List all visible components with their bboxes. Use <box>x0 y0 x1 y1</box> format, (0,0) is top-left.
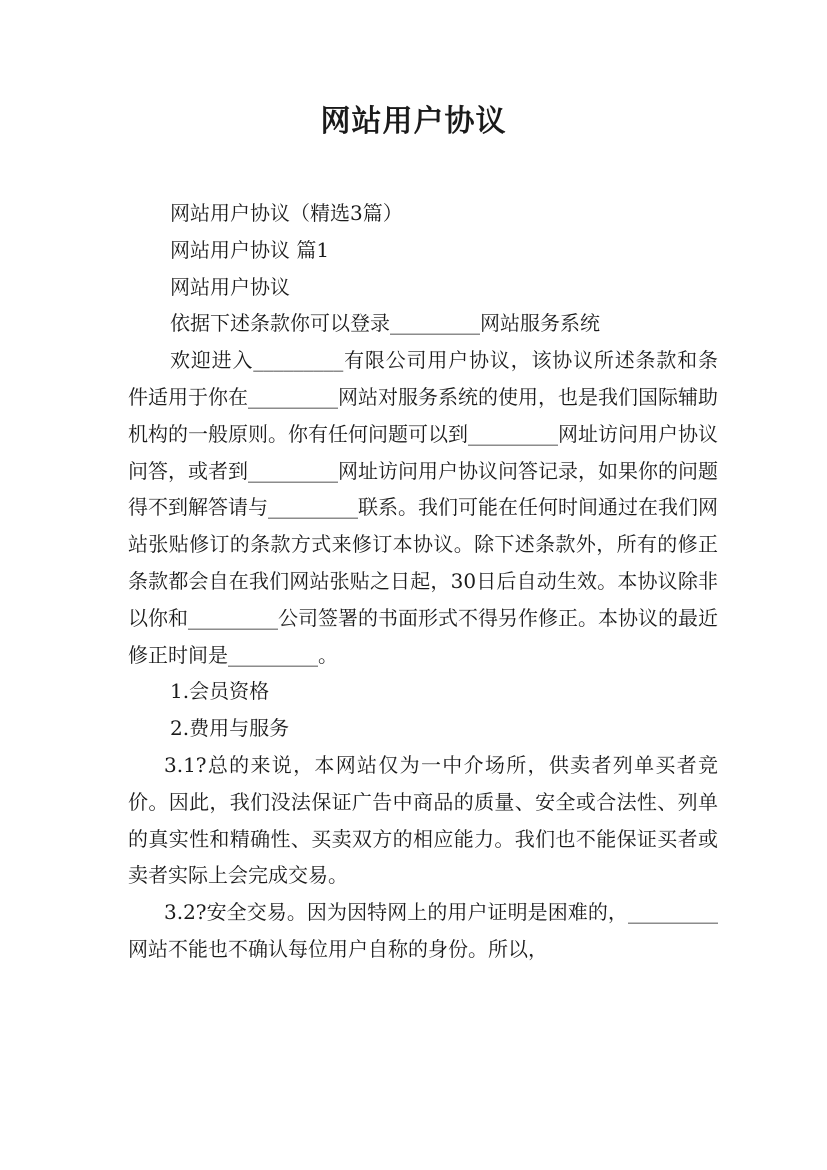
document-body <box>128 195 718 968</box>
paragraph-welcome: 欢迎进入_________有限公司用户协议，该协议所述条款和条件适用于你在_________网站对服务系统的使用，也是我们国际辅助机构的一般原则。你有任何问题可以到_________网址访问用户协议问答，或者到_________网址访问用户协议问答记录，如果你的问题得不到解答请与_________联系。我们可能在任何时间通过在我们网站张贴修订的条款方式来修订本协议。除下述条款外，所有的修正条款都会自在我们网站张贴之日起，30日后自动生效。本协议除非以你和_________公司签署的书面形式不得另作修正。本协议的最近修正时间是_________。 <box>128 348 718 667</box>
paragraph-section-heading: 网站用户协议 篇1 <box>170 237 330 262</box>
paragraph-item-fees: 2.费用与服务 <box>170 716 290 741</box>
paragraph-clause-3-1: 3.1?总的来说，本网站仅为一中介场所，供卖者列单买者竞价。因此，我们没法保证广告中商品的质量、安全或合法性、列单的真实性和精确性、买卖双方的相应能力。我们也不能保证买者或卖者实际上会完成交易。 <box>128 752 718 888</box>
paragraph-clause-3-2: 3.2?安全交易。因为因特网上的用户证明是困难的，_________网站不能也不确认每位用户自称的身份。所以， <box>128 900 718 961</box>
paragraph-heading: 网站用户协议 <box>170 274 290 299</box>
document-title: 网站用户协议 <box>320 104 507 139</box>
paragraph-subtitle: 网站用户协议（精选3篇） <box>170 201 403 225</box>
paragraph-intro: 依据下述条款你可以登录_________网站服务系统 <box>170 311 600 336</box>
paragraph-item-membership: 1.会员资格 <box>170 679 270 704</box>
